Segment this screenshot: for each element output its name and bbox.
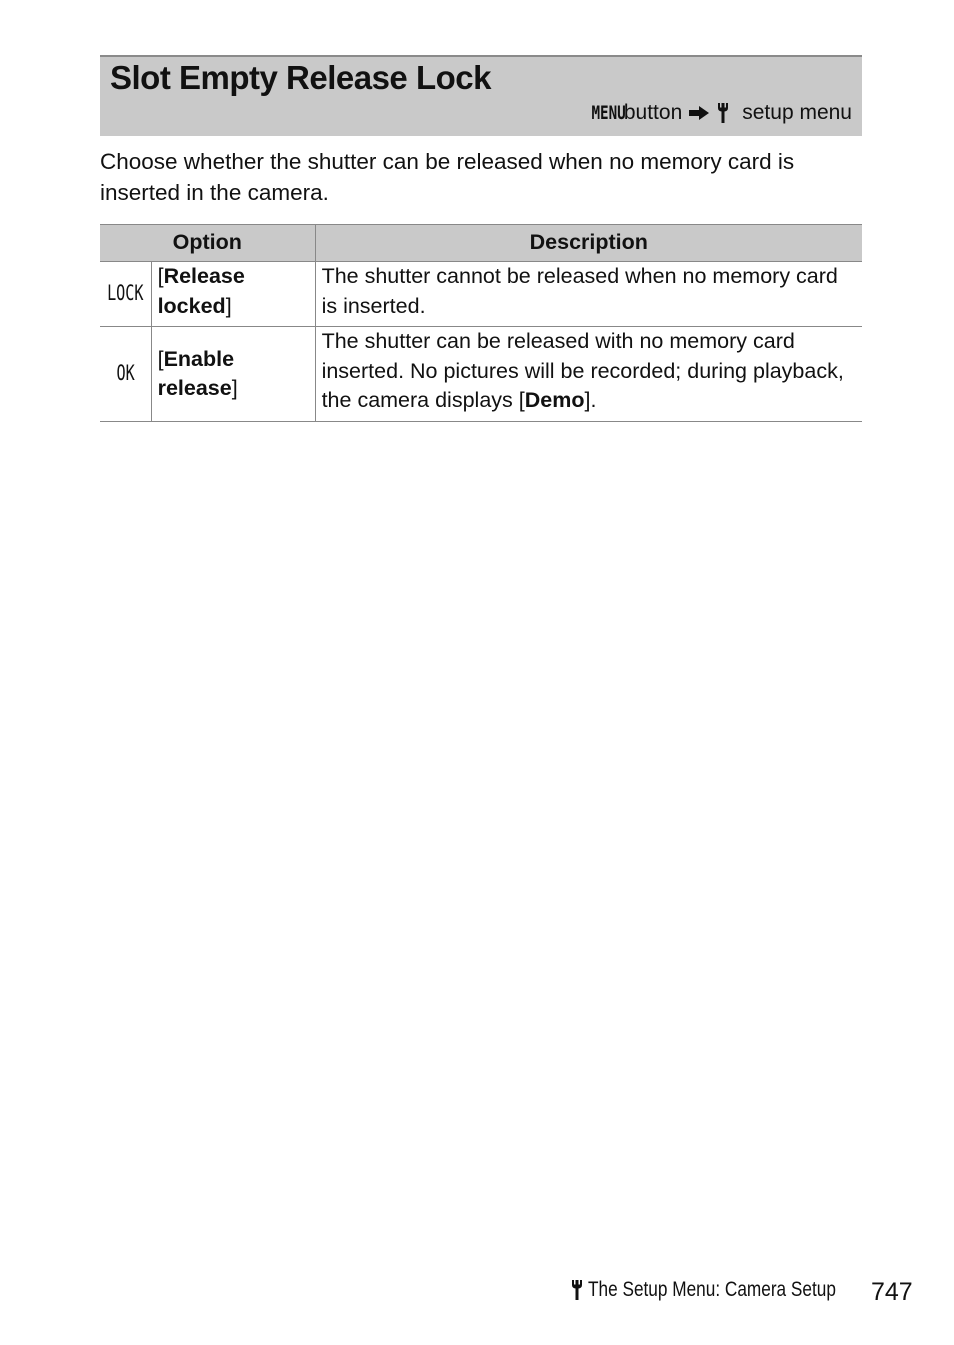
wrench-icon: [570, 1278, 584, 1302]
page-title: Slot Empty Release Lock: [110, 59, 491, 96]
title-bar: [100, 55, 862, 136]
description-cell: The shutter cannot be released when no memory card is inserted.: [315, 262, 862, 327]
option-column-header: Option: [100, 225, 315, 262]
option-cell: [Release locked]: [151, 262, 315, 327]
setup-menu-label: setup menu: [742, 101, 852, 124]
menu-button-glyph: MENU: [591, 102, 626, 124]
right-arrow-icon: [688, 105, 710, 121]
intro-paragraph: Choose whether the shutter can be released when no memory card is inserted in the camera.: [100, 149, 795, 205]
page-number: 747: [871, 1278, 913, 1306]
footer-section-label: [570, 1278, 890, 1302]
description-cell: The shutter can be released with no memory card inserted. No pictures will be recorded; during playback, the camera displays [Demo].: [315, 327, 862, 422]
option-label: Release locked: [157, 264, 245, 318]
button-word: button: [623, 101, 683, 124]
description-column-header: Description: [315, 225, 862, 262]
section-title: The Setup Menu: Camera Setup: [588, 1278, 836, 1301]
table-row: [100, 262, 862, 327]
options-table: [100, 224, 862, 422]
option-label: Enable release: [157, 346, 235, 400]
ok-symbol: OK: [100, 327, 151, 422]
table-header-row: [100, 225, 862, 262]
table-row: [100, 327, 862, 422]
demo-term: Demo: [524, 388, 585, 412]
wrench-icon: [716, 102, 730, 124]
lock-symbol: LOCK: [100, 262, 151, 327]
option-cell: [Enable release]: [151, 327, 315, 422]
menu-path: [580, 101, 852, 125]
